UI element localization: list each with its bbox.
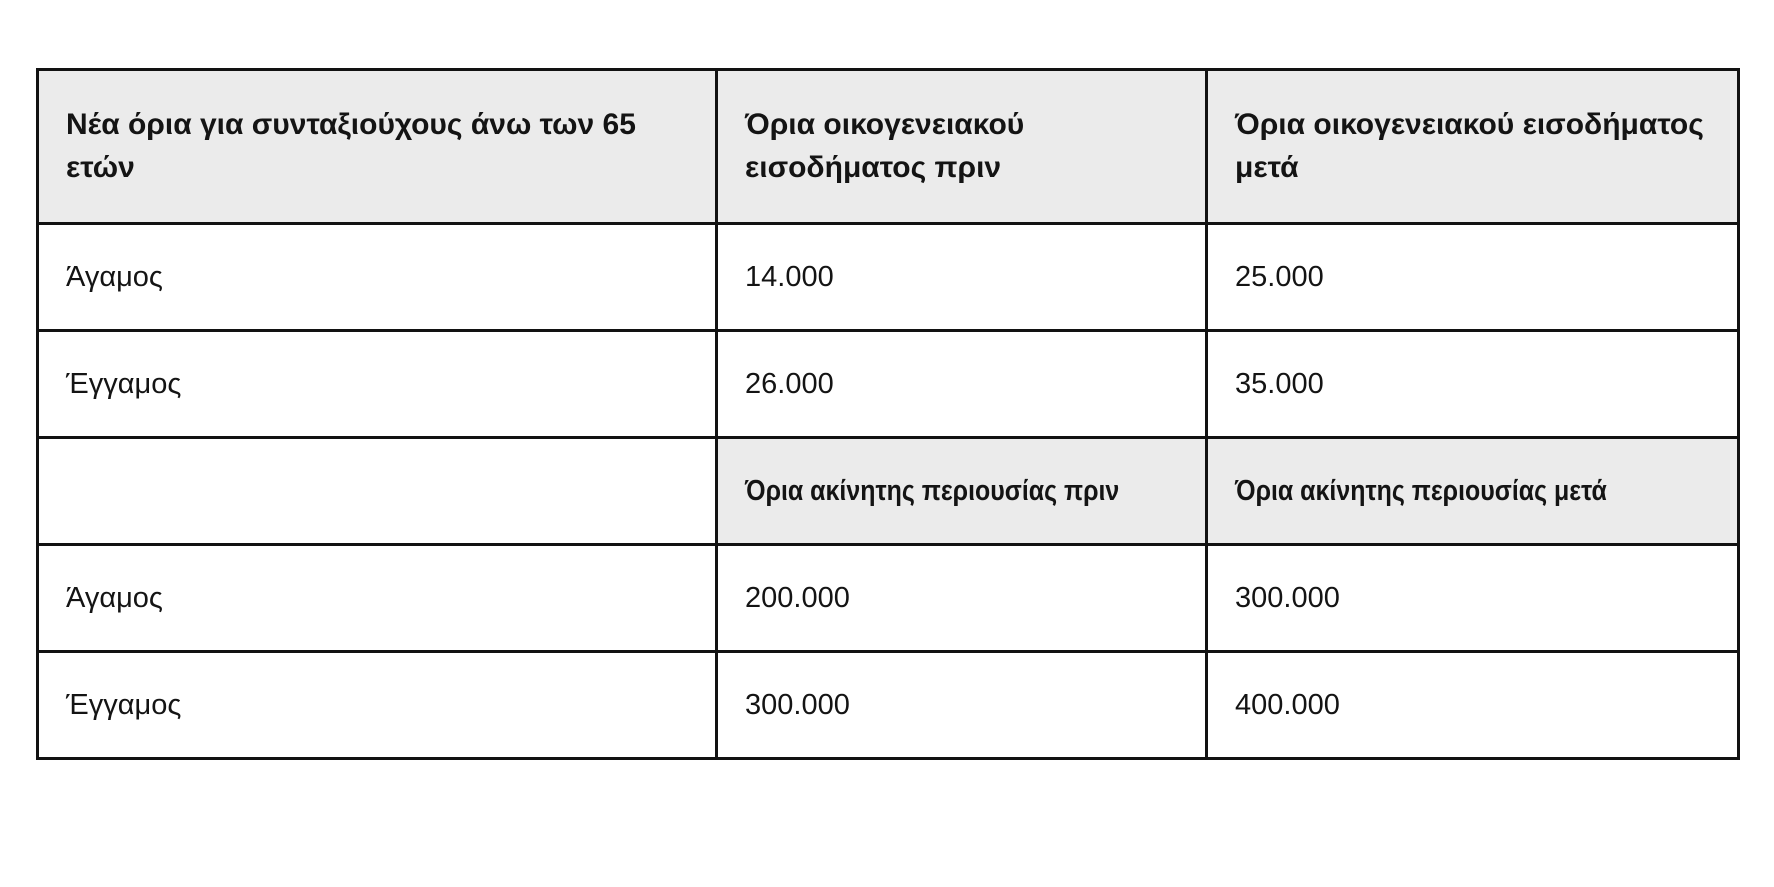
table-container <box>36 68 1740 760</box>
value-property-before-married: 300.000 <box>717 652 1207 759</box>
header-cell-category: Νέα όρια για συνταξιούχους άνω των 65 ετών <box>38 70 717 224</box>
value-property-before-single: 200.000 <box>717 545 1207 652</box>
value-income-before-married: 26.000 <box>717 331 1207 438</box>
value-income-before-single: 14.000 <box>717 224 1207 331</box>
subheader-empty-cell <box>38 438 717 545</box>
value-property-after-married: 400.000 <box>1207 652 1739 759</box>
subheader-property-after-label: Όρια ακίνητης περιουσίας μετά <box>1235 474 1607 507</box>
value-income-after-married: 35.000 <box>1207 331 1739 438</box>
table-row-income-married <box>38 331 1739 438</box>
table-subheader-row <box>38 438 1739 545</box>
subheader-cell-property-before <box>717 438 1207 545</box>
value-property-after-single: 300.000 <box>1207 545 1739 652</box>
row-label-married: Έγγαμος <box>38 331 717 438</box>
table-row-income-single <box>38 224 1739 331</box>
row-label-property-single: Άγαμος <box>38 545 717 652</box>
subheader-property-before-label: Όρια ακίνητης περιουσίας πριν <box>745 474 1120 507</box>
subheader-cell-property-after <box>1207 438 1739 545</box>
table-row-property-single <box>38 545 1739 652</box>
row-label-property-married: Έγγαμος <box>38 652 717 759</box>
pension-limits-table <box>36 68 1740 760</box>
row-label-single: Άγαμος <box>38 224 717 331</box>
header-cell-income-after: Όρια οικογενειακού εισοδήματος μετά <box>1207 70 1739 224</box>
table-header-row <box>38 70 1739 224</box>
table-row-property-married <box>38 652 1739 759</box>
header-cell-income-before: Όρια οικογενειακού εισοδήματος πριν <box>717 70 1207 224</box>
value-income-after-single: 25.000 <box>1207 224 1739 331</box>
